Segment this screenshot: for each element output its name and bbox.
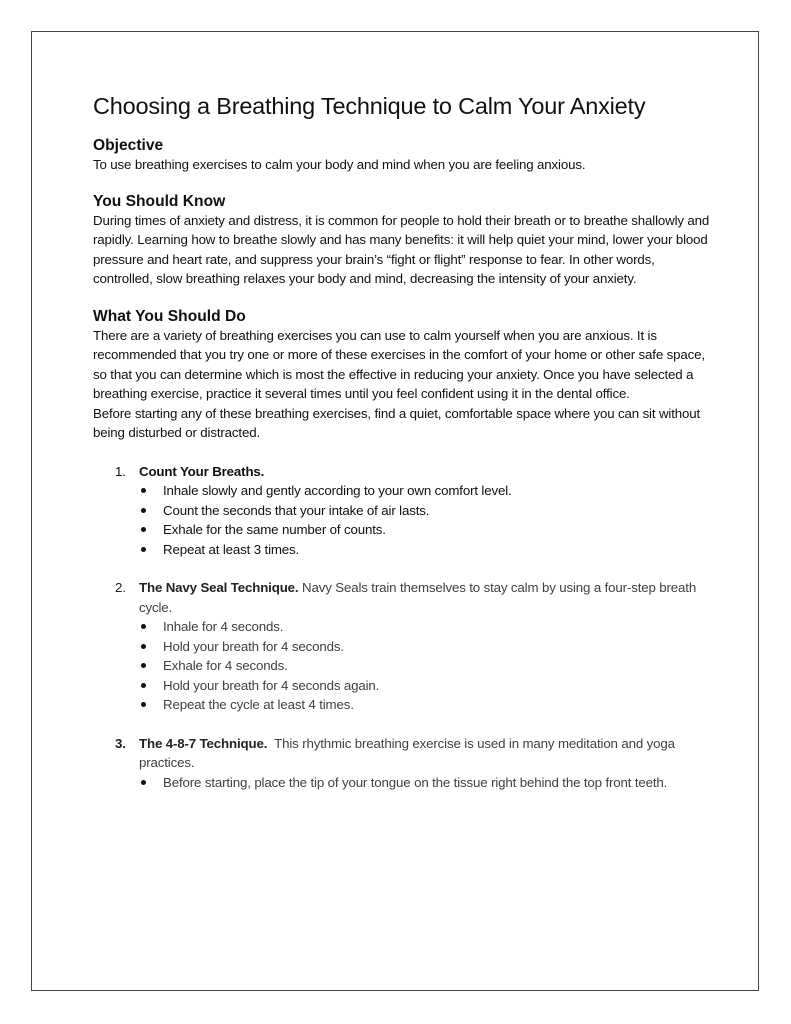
you-should-know-text: During times of anxiety and distress, it is common for people to hold their breath or to breathe shallowly and rapidly. Learning how to breathe slowly and has many benefits: it will help quiet your mind, lower your blood pressure and heart rate, and suppress your brain’s “fight or flight” response to fear. In other words, controlled, slow breathing relaxes your body and mind, decreasing the intensity of your anxiety. [93,212,710,287]
heading-you-should-know: You Should Know [93,192,226,210]
technique-item [93,578,713,715]
technique-title: The Navy Seal Technique. [139,580,299,596]
technique-title: Count Your Breaths. [139,463,265,479]
step-text: Inhale for 4 seconds. [163,619,284,635]
step-item [139,520,713,540]
bullet-icon [141,547,146,552]
step-item [139,617,713,637]
step-item [139,637,713,657]
objective-text: To use breathing exercises to calm your body and mind when you are feeling anxious. [93,157,586,173]
step-item [139,501,713,521]
heading-objective: Objective [93,137,164,155]
technique-description: This rhythmic breathing exercise is used in many meditation and yoga practices. [139,735,679,771]
bullet-icon [141,702,146,707]
technique-steps [139,773,713,793]
bullet-icon [141,527,146,532]
step-text: Inhale slowly and gently according to your own comfort level. [163,483,512,499]
step-item [139,656,713,676]
bullet-icon [141,780,146,785]
step-text: Hold your breath for 4 seconds. [163,638,344,654]
step-text: Exhale for 4 seconds. [163,658,288,674]
document-title: Choosing a Breathing Technique to Calm Your Anxiety [93,93,646,119]
bullet-icon [141,663,146,668]
what-you-should-do-paragraph-1: There are a variety of breathing exercises you can use to calm yourself when you are anxious. It is recommended that you try one or more of these exercises in the comfort of your home or other safe space, so that you can determine which is most the effective in reducing your anxiety. Once you have selected a breathing exercise, practice it several times until you feel confident using it in the dental office. [93,327,705,402]
step-text: Repeat at least 3 times. [163,541,300,557]
technique-number: 3. [115,735,126,751]
step-item [139,773,713,793]
technique-steps [139,617,713,715]
step-text: Exhale for the same number of counts. [163,522,386,538]
technique-number: 2. [115,580,126,596]
bullet-icon [141,644,146,649]
technique-item [93,734,713,793]
bullet-icon [141,488,146,493]
techniques-list [93,462,713,793]
technique-steps [139,481,713,559]
bullet-icon [141,683,146,688]
step-text: Repeat the cycle at least 4 times. [163,697,354,713]
what-you-should-do-paragraph-2: Before starting any of these breathing exercises, find a quiet, comfortable space where you can sit without being disturbed or distracted. [93,405,701,441]
bullet-icon [141,508,146,513]
bullet-icon [141,624,146,629]
step-item [139,481,713,501]
step-text: Hold your breath for 4 seconds again. [163,677,380,693]
step-item [139,695,713,715]
technique-title: The 4-8-7 Technique. [139,735,268,751]
technique-item [93,462,713,560]
document-body [93,92,713,792]
heading-what-you-should-do: What You Should Do [93,307,246,325]
step-text: Count the seconds that your intake of air lasts. [163,502,430,518]
step-item [139,676,713,696]
step-text: Before starting, place the tip of your tongue on the tissue right behind the top front teeth. [163,774,668,790]
technique-description: Navy Seals train themselves to stay calm by using a four-step breath cycle. [139,580,697,615]
step-item [139,540,713,560]
technique-number: 1. [115,463,126,479]
